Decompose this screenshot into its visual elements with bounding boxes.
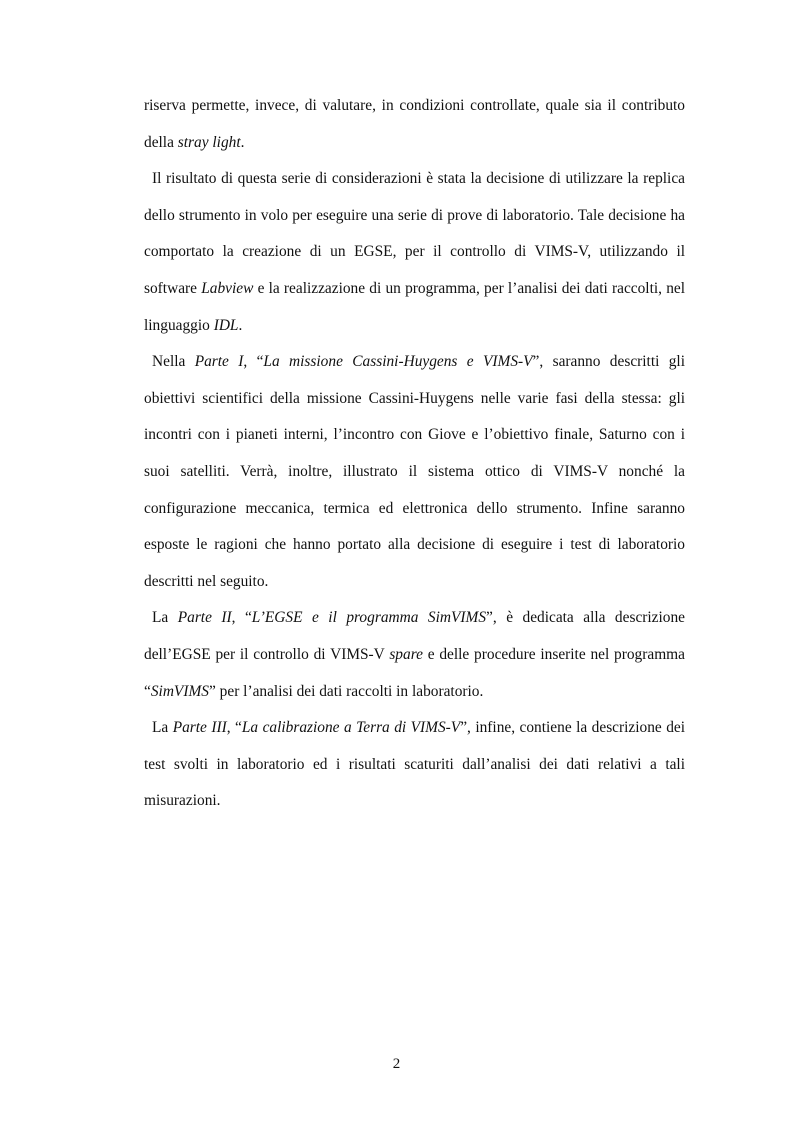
- text-run: Il risultato di questa serie di considerazioni è stata la decisione di utilizzare la replica dello strumento in volo per eseguire una serie di prove di laboratorio. Tale decisione ha comportato la creazione di un EGSE, per il controllo di VIMS-V, utilizzando il software: [144, 170, 685, 297]
- text-run: La: [152, 719, 173, 737]
- page-number: 2: [392, 1056, 401, 1072]
- text-run: e la realizzazione di un programma, per l’analisi dei dati raccolti, nel linguaggio: [144, 279, 685, 334]
- paragraph-4: [144, 600, 685, 710]
- paragraph-3: [144, 344, 685, 600]
- page-body: [144, 88, 685, 820]
- text-run-italic: Parte III: [172, 719, 227, 737]
- text-run-italic: Parte I: [194, 353, 244, 371]
- text-run: ” per l’analisi dei dati raccolti in laboratorio.: [208, 682, 484, 700]
- text-run: , “: [243, 353, 264, 371]
- text-run: riserva permette, invece, di valutare, in condizioni controllate, quale sia il contributo della: [144, 97, 685, 151]
- text-run: ”, infine, contiene la descrizione dei test svolti in laboratorio ed i risultati scaturiti dall’analisi dei dati relativi a tali misurazioni.: [144, 719, 685, 810]
- text-run-italic: IDL: [213, 316, 239, 334]
- paragraph-5: [144, 710, 685, 820]
- text-run: .: [240, 133, 245, 151]
- text-run: e delle procedure inserite nel programma “: [144, 645, 685, 700]
- text-run: ”, saranno descritti gli obiettivi scientifici della missione Cassini-Huygens nelle varie fasi della stessa: gli incontri con i pianeti interni, l’incontro con Giove e l’obiettivo finale, Saturno con i suoi satelliti. Verrà, inoltre, illustrato il sistema ottico di VIMS-V nonché la configurazione meccanica, termica ed elettronica dello strumento. Infine saranno esposte le ragioni che hanno portato alla decisione di eseguire i test di laboratorio descritti nel seguito.: [144, 353, 685, 590]
- text-run-italic: La missione Cassini-Huygens e VIMS-V: [263, 353, 533, 371]
- text-run-italic: La calibrazione a Terra di VIMS-V: [241, 719, 461, 737]
- text-run: Nella: [152, 353, 195, 371]
- text-run: .: [238, 316, 243, 334]
- text-run-italic: stray light: [177, 133, 241, 151]
- paragraph-2: [144, 161, 685, 344]
- text-run-italic: Parte II: [177, 609, 232, 627]
- text-run: , “: [226, 719, 242, 737]
- text-run: ”, è dedicata alla descrizione dell’EGSE per il controllo di VIMS-V: [144, 609, 686, 663]
- text-run: , “: [231, 609, 252, 627]
- text-run-italic: L’EGSE e il programma SimVIMS: [251, 609, 487, 627]
- text-run-italic: SimVIMS: [150, 682, 209, 700]
- text-run: La: [152, 609, 178, 627]
- paragraph-1: [144, 88, 685, 161]
- text-run-italic: spare: [389, 645, 423, 663]
- text-run-italic: Labview: [201, 279, 254, 297]
